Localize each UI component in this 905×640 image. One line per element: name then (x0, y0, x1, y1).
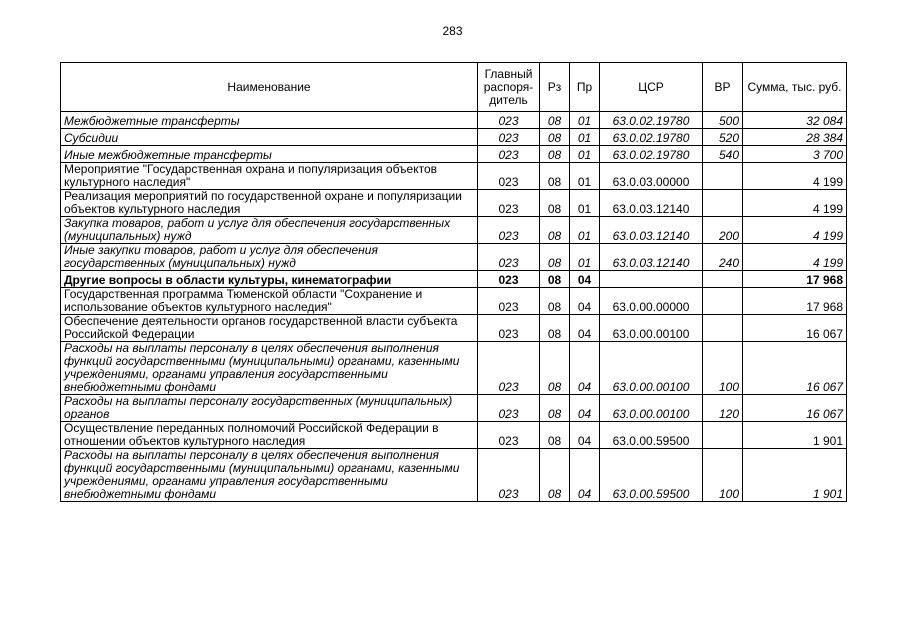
row-expense-type (703, 315, 743, 342)
row-name: Субсидии (61, 129, 478, 146)
budget-table (60, 62, 847, 502)
row-name: Государственная программа Тюменской области "Сохранение и использование объектов культурного наследия" (61, 288, 478, 315)
row-section: 08 (540, 112, 570, 129)
row-chief-manager: 023 (478, 449, 540, 502)
row-target-article: 63.0.03.00000 (600, 163, 703, 190)
row-expense-type: 100 (703, 342, 743, 395)
row-expense-type: 200 (703, 217, 743, 244)
row-amount: 17 968 (743, 271, 847, 288)
row-target-article: 63.0.02.19780 (600, 146, 703, 163)
row-target-article: 63.0.03.12140 (600, 190, 703, 217)
row-section: 08 (540, 449, 570, 502)
table-row (61, 395, 847, 422)
row-expense-type (703, 163, 743, 190)
row-amount: 1 901 (743, 449, 847, 502)
row-target-article: 63.0.00.59500 (600, 422, 703, 449)
row-subsection: 01 (570, 244, 600, 271)
row-chief-manager: 023 (478, 271, 540, 288)
table-row (61, 129, 847, 146)
row-chief-manager: 023 (478, 288, 540, 315)
row-target-article: 63.0.00.59500 (600, 449, 703, 502)
row-name: Другие вопросы в области культуры, кинематографии (61, 271, 478, 288)
row-name: Межбюджетные трансферты (61, 112, 478, 129)
row-amount: 3 700 (743, 146, 847, 163)
row-amount: 16 067 (743, 342, 847, 395)
table-row (61, 244, 847, 271)
table-row (61, 190, 847, 217)
row-section: 08 (540, 422, 570, 449)
row-expense-type: 500 (703, 112, 743, 129)
row-target-article (600, 271, 703, 288)
table-row (61, 271, 847, 288)
row-subsection: 04 (570, 342, 600, 395)
table-row (61, 217, 847, 244)
row-name: Закупка товаров, работ и услуг для обеспечения государственных (муниципальных) нужд (61, 217, 478, 244)
row-chief-manager: 023 (478, 422, 540, 449)
row-name: Обеспечение деятельности органов государственной власти субъекта Российской Федерации (61, 315, 478, 342)
row-section: 08 (540, 315, 570, 342)
row-target-article: 63.0.03.12140 (600, 217, 703, 244)
row-name: Мероприятие "Государственная охрана и популяризация объектов культурного наследия" (61, 163, 478, 190)
row-expense-type (703, 422, 743, 449)
row-subsection: 01 (570, 217, 600, 244)
row-subsection: 04 (570, 395, 600, 422)
table-row (61, 315, 847, 342)
row-subsection: 01 (570, 190, 600, 217)
row-chief-manager: 023 (478, 315, 540, 342)
header-subsection: Пр (570, 63, 600, 112)
row-amount: 4 199 (743, 217, 847, 244)
row-section: 08 (540, 288, 570, 315)
row-expense-type (703, 288, 743, 315)
row-subsection: 01 (570, 163, 600, 190)
row-target-article: 63.0.00.00100 (600, 315, 703, 342)
row-chief-manager: 023 (478, 217, 540, 244)
row-section: 08 (540, 146, 570, 163)
row-name: Иные межбюджетные трансферты (61, 146, 478, 163)
row-subsection: 01 (570, 112, 600, 129)
row-chief-manager: 023 (478, 129, 540, 146)
header-name: Наименование (61, 63, 478, 112)
row-expense-type: 100 (703, 449, 743, 502)
header-chief-manager: Главный распоря-дитель (478, 63, 540, 112)
row-chief-manager: 023 (478, 190, 540, 217)
row-subsection: 01 (570, 146, 600, 163)
row-chief-manager: 023 (478, 395, 540, 422)
row-amount: 28 384 (743, 129, 847, 146)
row-expense-type (703, 271, 743, 288)
row-section: 08 (540, 163, 570, 190)
row-chief-manager: 023 (478, 112, 540, 129)
row-name: Иные закупки товаров, работ и услуг для обеспечения государственных (муниципальных) нужд (61, 244, 478, 271)
row-subsection: 04 (570, 449, 600, 502)
page-number: 283 (442, 24, 463, 38)
table-row (61, 342, 847, 395)
row-name: Расходы на выплаты персоналу в целях обеспечения выполнения функций государственными (муниципальными) органами, казенными учреждениями, органами управления государственными внебюджетными фондами (61, 342, 478, 395)
table-row (61, 422, 847, 449)
row-section: 08 (540, 244, 570, 271)
row-section: 08 (540, 129, 570, 146)
row-subsection: 04 (570, 315, 600, 342)
table-header-row (61, 63, 847, 112)
row-name: Расходы на выплаты персоналу в целях обеспечения выполнения функций государственными (муниципальными) органами, казенными учреждениями, органами управления государственными внебюджетными фондами (61, 449, 478, 502)
row-amount: 4 199 (743, 190, 847, 217)
row-section: 08 (540, 217, 570, 244)
row-amount: 4 199 (743, 163, 847, 190)
row-expense-type (703, 190, 743, 217)
row-target-article: 63.0.00.00100 (600, 395, 703, 422)
row-amount: 1 901 (743, 422, 847, 449)
row-amount: 4 199 (743, 244, 847, 271)
row-expense-type: 540 (703, 146, 743, 163)
row-expense-type: 520 (703, 129, 743, 146)
table-row (61, 288, 847, 315)
row-subsection: 01 (570, 129, 600, 146)
row-expense-type: 240 (703, 244, 743, 271)
table-row (61, 163, 847, 190)
row-target-article: 63.0.02.19780 (600, 129, 703, 146)
row-amount: 16 067 (743, 395, 847, 422)
header-section: Рз (540, 63, 570, 112)
row-name: Осуществление переданных полномочий Российской Федерации в отношении объектов культурного наследия (61, 422, 478, 449)
header-target-article: ЦСР (600, 63, 703, 112)
row-amount: 32 084 (743, 112, 847, 129)
row-chief-manager: 023 (478, 146, 540, 163)
table-row (61, 146, 847, 163)
row-section: 08 (540, 190, 570, 217)
row-section: 08 (540, 271, 570, 288)
row-section: 08 (540, 342, 570, 395)
row-expense-type: 120 (703, 395, 743, 422)
row-section: 08 (540, 395, 570, 422)
row-subsection: 04 (570, 288, 600, 315)
row-subsection: 04 (570, 422, 600, 449)
row-target-article: 63.0.02.19780 (600, 112, 703, 129)
table-row (61, 449, 847, 502)
row-chief-manager: 023 (478, 244, 540, 271)
header-expense-type: ВР (703, 63, 743, 112)
row-amount: 17 968 (743, 288, 847, 315)
row-target-article: 63.0.00.00100 (600, 342, 703, 395)
row-chief-manager: 023 (478, 163, 540, 190)
row-amount: 16 067 (743, 315, 847, 342)
row-name: Реализация мероприятий по государственной охране и популяризации объектов культурного наследия (61, 190, 478, 217)
header-amount: Сумма, тыс. руб. (743, 63, 847, 112)
row-target-article: 63.0.00.00000 (600, 288, 703, 315)
row-chief-manager: 023 (478, 342, 540, 395)
row-target-article: 63.0.03.12140 (600, 244, 703, 271)
row-name: Расходы на выплаты персоналу государственных (муниципальных) органов (61, 395, 478, 422)
row-subsection: 04 (570, 271, 600, 288)
table-row (61, 112, 847, 129)
